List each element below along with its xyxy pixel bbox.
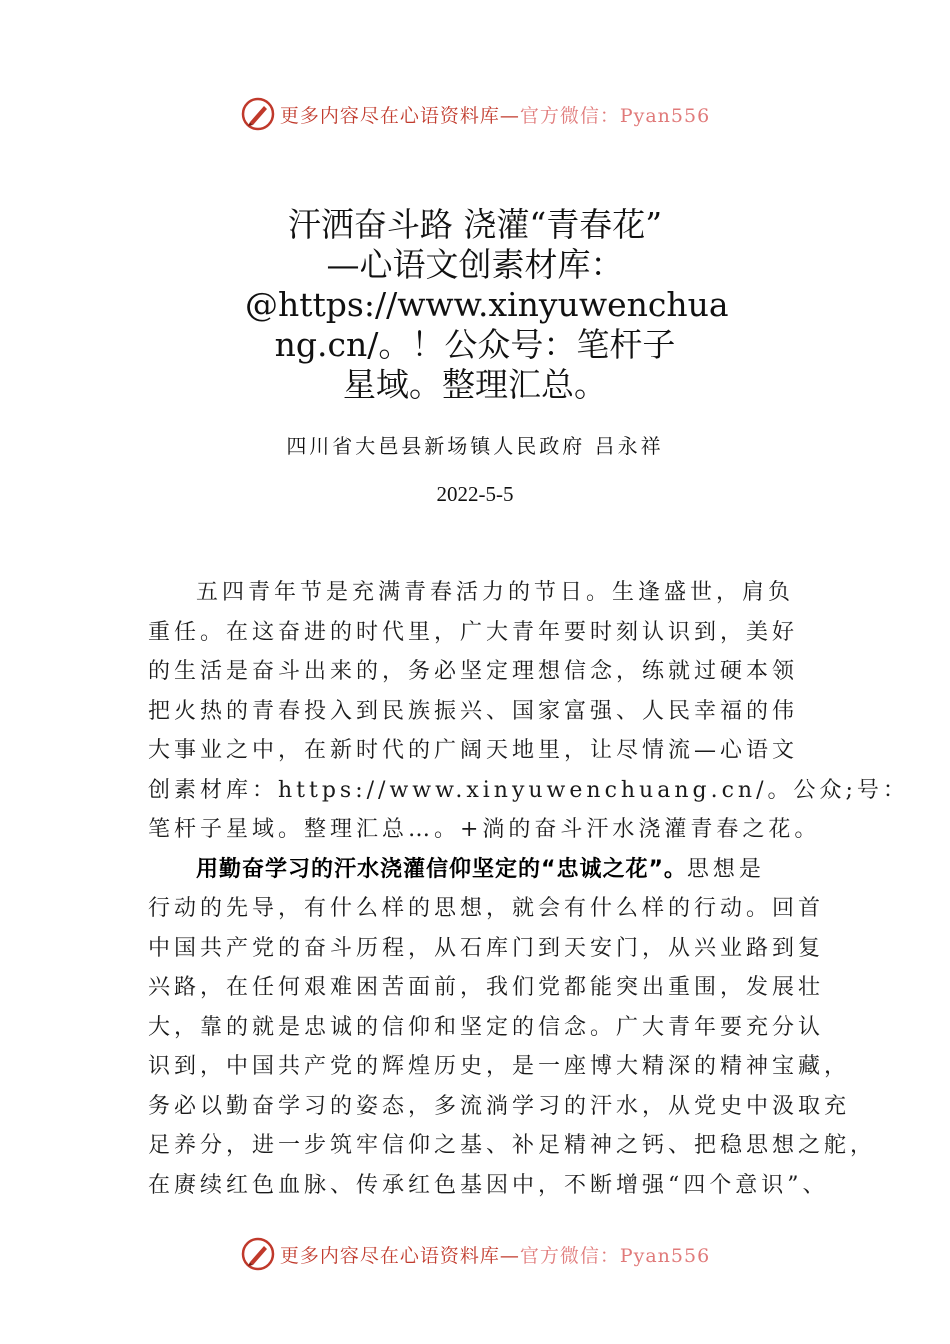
document-body bbox=[148, 573, 909, 1205]
paragraph-line: 把火热的青春投入到民族振兴、国家富强、人民幸福的伟 bbox=[148, 698, 799, 724]
paragraph-line bbox=[148, 850, 838, 890]
title-line: —心语文创素材库： bbox=[326, 245, 624, 284]
header-banner-text: 更多内容尽在心语资料库—官方微信：Pyan556 bbox=[279, 104, 711, 127]
paragraph-line: 大事业之中，在新时代的广阔天地里，让尽情流—心语文 bbox=[148, 738, 799, 763]
footer-banner-text: 更多内容尽在心语资料库—官方微信：Pyan556 bbox=[279, 1244, 711, 1267]
document-title bbox=[245, 205, 729, 405]
paragraph-line: 创素材库：https://www.xinyuwenchuang.cn/。公众;号： bbox=[148, 777, 909, 803]
title-line: 星域。整理汇总。 bbox=[343, 365, 607, 404]
paragraph-line: 在赓续红色血脉、传承红色基因中，不断增强“四个意识”、 bbox=[148, 1172, 829, 1198]
title-line: 汗洒奋斗路 浇灌“青春花” bbox=[287, 205, 663, 244]
author-line: 四川省大邑县新场镇人民政府 吕永祥 bbox=[286, 434, 664, 458]
footer-banner bbox=[0, 1232, 950, 1276]
pen-logo-icon bbox=[240, 1236, 276, 1272]
paragraph-line: 足养分，进一步筑牢信仰之基、补足精神之钙、把稳思想之舵， bbox=[148, 1133, 877, 1158]
paragraph-line: 中国共产党的奋斗历程，从石库门到天安门，从兴业路到复 bbox=[148, 935, 825, 961]
document-date: 2022-5-5 bbox=[436, 482, 514, 506]
paragraph-line: 大，靠的就是忠诚的信仰和坚定的信念。广大青年要充分认 bbox=[148, 1014, 825, 1040]
paragraph-line: 兴路，在任何艰难困苦面前，我们党都能突出重围，发展壮 bbox=[148, 975, 825, 1000]
title-line: ng.cn/。！公众号：笔杆子 bbox=[274, 325, 676, 364]
title-line: @https://www.xinyuwenchua bbox=[245, 285, 729, 324]
paragraph-line: 识到，中国共产党的辉煌历史，是一座博大精深的精神宝藏， bbox=[148, 1054, 851, 1079]
header-banner bbox=[0, 92, 950, 136]
pen-logo-icon bbox=[240, 96, 276, 132]
paragraph-line: 重任。在这奋进的时代里，广大青年要时刻认识到，美好 bbox=[148, 619, 799, 645]
paragraph-line: 的生活是奋斗出来的，务必坚定理想信念，练就过硬本领 bbox=[148, 659, 799, 684]
paragraph-line: 行动的先导，有什么样的思想，就会有什么样的行动。回首 bbox=[148, 896, 825, 921]
paragraph-line: 笔杆子星域。整理汇总…。+淌的奋斗汗水浇灌青春之花。 bbox=[148, 817, 821, 842]
paragraph-line: 五四青年节是充满青春活力的节日。生逢盛世，肩负 bbox=[196, 580, 795, 605]
paragraph-text: 思想是 bbox=[686, 856, 765, 882]
paragraph-line: 务必以勤奋学习的姿态，多流淌学习的汗水，从党史中汲取充 bbox=[148, 1093, 851, 1119]
paragraph-heading: 用勤奋学习的汗水浇灌信仰坚定的“忠诚之花”。 bbox=[196, 856, 687, 882]
